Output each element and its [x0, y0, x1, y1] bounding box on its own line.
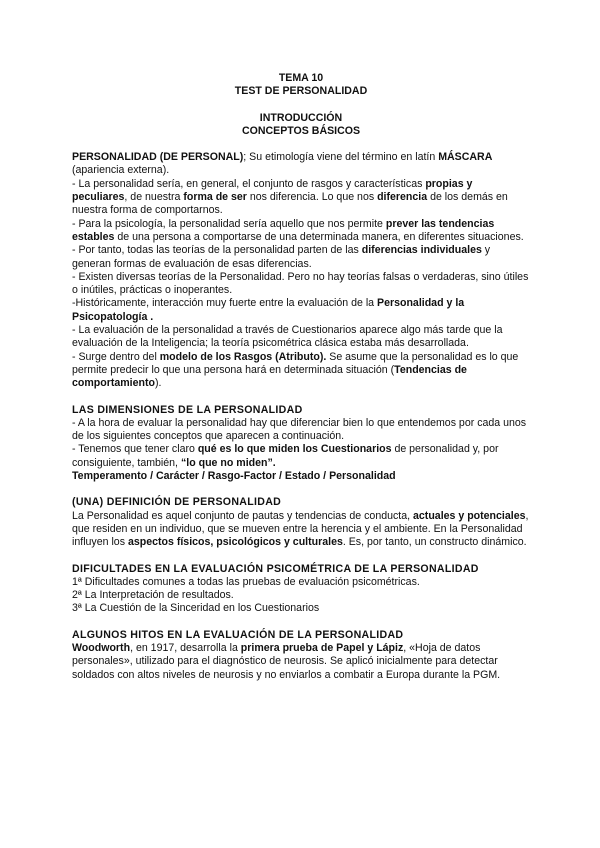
bold-text: Personalidad y la Psicopatología .: [72, 297, 465, 323]
bold-text: PERSONALIDAD (DE PERSONAL): [72, 151, 244, 164]
text: La Personalidad es aquel conjunto de pautas y tendencias de conducta,: [72, 509, 414, 522]
text: - Tenemos que tener claro: [72, 443, 198, 456]
topic-number: TEMA 10: [278, 72, 324, 84]
paragraph: [72, 297, 530, 324]
bold-text: qué es lo que miden los Cuestionarios: [197, 443, 392, 456]
section-heading: DIFICULTADES EN LA EVALUACIÓN PSICOMÉTRICA DE LA PERSONALIDAD: [72, 562, 479, 575]
text: -Históricamente, interacción muy fuerte entre la evaluación de la: [72, 297, 378, 310]
text: - Por tanto, todas las teorías de la personalidad parten de las: [72, 244, 362, 257]
document-title: TEST DE PERSONALIDAD: [234, 85, 368, 98]
text: - Para la psicología, la personalidad sería aquello que nos permite: [72, 217, 386, 230]
paragraph: [72, 443, 530, 470]
milestones-section: [72, 629, 530, 682]
paragraph: [72, 642, 530, 682]
bold-text: aspectos físicos, psicológicos y culturales: [127, 536, 343, 549]
text: y generan formas de evaluación de esas diferencias.: [72, 244, 491, 270]
text: , de nuestra: [124, 191, 184, 204]
paragraph: [72, 244, 530, 271]
paragraph: - A la hora de evaluar la personalidad hay que diferenciar bien lo que entendemos por cada unos de los siguientes conceptos que aparecen a continuación.: [72, 416, 527, 443]
bold-text: modelo de los Rasgos (Atributo).: [159, 350, 327, 363]
text: . Es, por tanto, un constructo dinámico.: [342, 536, 527, 549]
text: , «Hoja de datos personales», utilizado para el diagnóstico de neurosis. Se aplicó inicialmente para detectar soldados con altos niveles de neurosis y no enviarlos a combatir a Europa durante la PGM.: [72, 641, 501, 681]
text: Se asume que la personalidad es lo que permite predecir lo que una persona hará en determinada situación (: [72, 350, 519, 376]
text: , que residen en un individuo, que se mueven entre la herencia y el ambiente. En la Personalidad influyen los: [72, 509, 529, 549]
difficulties-section: [72, 563, 530, 616]
intro-heading: INTRODUCCIÓN: [259, 111, 343, 124]
section-heading: LAS DIMENSIONES DE LA PERSONALIDAD: [72, 403, 303, 416]
text: - Surge dentro del: [72, 350, 160, 363]
bold-text: “lo que no miden”.: [180, 456, 276, 469]
paragraph: - La evaluación de la personalidad a través de Cuestionarios aparece algo más tarde que la evaluación de la Inteligencia; la teoría psicométrica clásica estaba más desarrollada.: [72, 324, 503, 350]
list-item: 2ª La Interpretación de resultados.: [72, 589, 234, 602]
bold-text: actuales y potenciales: [413, 509, 526, 522]
bold-text: MÁSCARA: [438, 151, 493, 164]
bold-text: forma de ser: [183, 191, 247, 204]
text: ; Su etimología viene del término en latín: [243, 151, 439, 164]
paragraph: [72, 510, 530, 550]
list-item: 3ª La Cuestión de la Sinceridad en los Cuestionarios: [72, 602, 320, 615]
text: (apariencia externa).: [72, 164, 170, 177]
text: de personalidad y, por consiguiente, también,: [72, 443, 499, 469]
bold-text: propias y peculiares: [72, 177, 473, 204]
text: - La personalidad sería, en general, el conjunto de rasgos y características: [72, 177, 426, 190]
title-block: [72, 72, 530, 138]
list-item: 1ª Dificultades comunes a todas las pruebas de evaluación psicométricas.: [72, 575, 420, 588]
bold-text: Tendencias de comportamiento: [72, 363, 467, 390]
text: de una persona a comportarse de una determinada manera, en diferentes situaciones.: [114, 230, 524, 243]
dimensions-section: [72, 404, 530, 484]
bold-text: diferencia: [377, 191, 428, 204]
paragraph: [72, 218, 530, 245]
paragraph: [72, 178, 530, 218]
text: de los demás en nuestra forma de comportarnos.: [72, 191, 508, 217]
basic-concepts-section: [72, 151, 530, 390]
concepts-heading: CONCEPTOS BÁSICOS: [241, 124, 361, 137]
bold-text: Woodworth: [72, 641, 131, 654]
section-heading: ALGUNOS HITOS EN LA EVALUACIÓN DE LA PERSONALIDAD: [72, 628, 404, 641]
bold-text: diferencias individuales: [361, 244, 482, 257]
paragraph: - Existen diversas teorías de la Personalidad. Pero no hay teorías falsas o verdaderas, sino útiles o inútiles, prácticas o inoperantes.: [72, 270, 529, 297]
text: nos diferencia. Lo que nos: [246, 191, 378, 204]
definition-section: [72, 496, 530, 549]
text: ).: [155, 377, 162, 390]
paragraph: [72, 351, 530, 391]
bold-text: primera prueba de Papel y Lápiz: [240, 641, 404, 654]
text: , en 1917, desarrolla la: [130, 641, 241, 654]
section-heading: (UNA) DEFINICIÓN DE PERSONALIDAD: [72, 496, 282, 509]
concepts-list: Temperamento / Carácter / Rasgo-Factor / Estado / Personalidad: [72, 470, 396, 483]
bold-text: prever las tendencias estables: [72, 217, 495, 243]
paragraph: [72, 151, 530, 178]
